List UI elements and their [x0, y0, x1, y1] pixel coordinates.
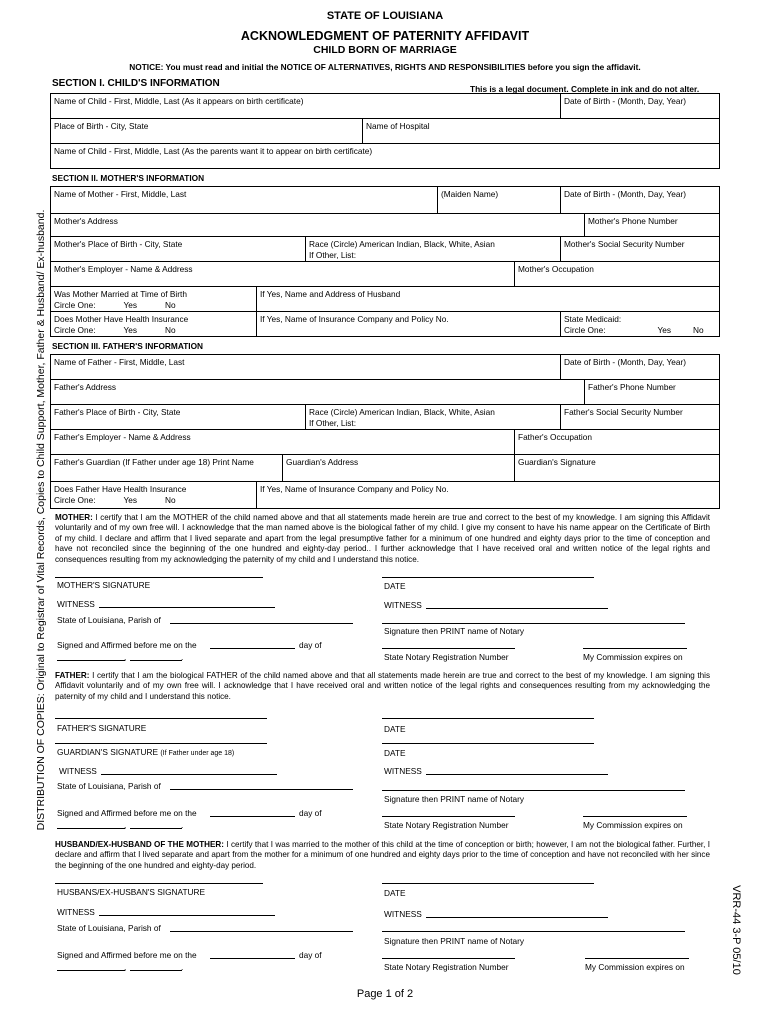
- father-signature-label: FATHER'S SIGNATURE: [57, 723, 147, 733]
- guardian-name-field[interactable]: [50, 454, 283, 482]
- father-race-label: Race (Circle) American Indian, Black, White, Asian: [309, 407, 495, 417]
- comma: ,: [124, 652, 127, 662]
- father-address-label: Father's Address: [54, 382, 116, 392]
- father-statement-lead: FATHER:: [55, 671, 90, 680]
- mother-insurance-field[interactable]: [50, 311, 257, 337]
- form-title: ACKNOWLEDGMENT OF PATERNITY AFFIDAVIT: [240, 29, 530, 43]
- father-signature-line[interactable]: [55, 718, 267, 719]
- father-statement: [55, 671, 710, 702]
- father-statement-text: I certify that I am the biological FATHER of the child named above and that all statements made herein are true and correct to the best of my knowledge. I am signing this Affidavit voluntarily and of my own free will. I acknowledge that I have received oral and written notice of the legal rights and consequences resulting from my acknowledging the paternity of my child and I understand this notice.: [55, 671, 710, 701]
- no-option[interactable]: No: [165, 495, 176, 505]
- husband-notary-line[interactable]: [382, 931, 685, 932]
- child-dob-label: Date of Birth - (Month, Day, Year): [564, 96, 687, 106]
- comma: ,: [124, 962, 127, 972]
- mother-place-of-birth-field[interactable]: [50, 236, 306, 262]
- section2-title: SECTION II. MOTHER'S INFORMATION: [52, 173, 205, 183]
- father-witness-label: WITNESS: [59, 766, 97, 776]
- husband-date-line[interactable]: [382, 883, 594, 884]
- section1-title: SECTION I. CHILD'S INFORMATION: [52, 78, 220, 89]
- mother-name-field[interactable]: [50, 186, 438, 214]
- mother-signature-label: MOTHER'S SIGNATURE: [57, 580, 151, 590]
- mother-parish-label: State of Louisiana, Parish of: [57, 615, 161, 625]
- father-commission-line[interactable]: [583, 816, 687, 817]
- father-occupation-label: Father's Occupation: [518, 432, 592, 442]
- mother-notary-reg-label: State Notary Registration Number: [384, 652, 509, 662]
- mother-insurance-company-field[interactable]: [256, 311, 561, 337]
- husband-witness2-line[interactable]: [426, 917, 608, 918]
- husband-day-of-label: day of: [299, 950, 322, 960]
- mother-occupation-label: Mother's Occupation: [518, 264, 594, 274]
- guardian-signature-field[interactable]: [514, 454, 720, 482]
- child-place-of-birth-label: Place of Birth - City, State: [54, 121, 149, 131]
- mother-month-line[interactable]: [57, 660, 125, 661]
- circle-one-label: Circle One:: [54, 495, 96, 505]
- husband-month-line[interactable]: [57, 970, 125, 971]
- father-phone-label: Father's Phone Number: [588, 382, 676, 392]
- mother-statement-lead: MOTHER:: [55, 513, 93, 522]
- mother-witness-line[interactable]: [99, 607, 275, 608]
- father-parish-line[interactable]: [170, 789, 353, 790]
- father-witness2-label: WITNESS: [384, 766, 422, 776]
- hospital-field[interactable]: [362, 118, 720, 144]
- mother-name-label: Name of Mother - First, Middle, Last: [54, 189, 187, 199]
- circle-one-label: Circle One:: [54, 325, 96, 335]
- father-witness2-line[interactable]: [426, 774, 608, 775]
- mother-signature-line[interactable]: [55, 577, 263, 578]
- period: .: [181, 820, 184, 830]
- father-ssn-field[interactable]: [560, 404, 720, 430]
- mother-year-line[interactable]: [130, 660, 182, 661]
- hospital-label: Name of Hospital: [366, 121, 430, 131]
- mother-dob-field[interactable]: [560, 186, 720, 214]
- father-witness-line[interactable]: [101, 774, 277, 775]
- mother-married-field[interactable]: [50, 286, 257, 312]
- father-employer-field[interactable]: [50, 429, 515, 455]
- father-insurance-field[interactable]: [50, 481, 257, 509]
- guardian-date-label: DATE: [384, 748, 406, 758]
- mother-employer-label: Mother's Employer - Name & Address: [54, 264, 193, 274]
- father-race-other-label: If Other, List:: [309, 418, 357, 428]
- guardian-signature-line[interactable]: [55, 743, 267, 744]
- husband-parish-label: State of Louisiana, Parish of: [57, 923, 161, 933]
- father-dob-label: Date of Birth - (Month, Day, Year): [564, 357, 687, 367]
- father-notary-line[interactable]: [382, 790, 685, 791]
- guardian-address-label: Guardian's Address: [286, 457, 359, 467]
- father-name-label: Name of Father - First, Middle, Last: [54, 357, 185, 367]
- father-year-line[interactable]: [130, 828, 182, 829]
- father-insurance-label: Does Father Have Health Insurance: [54, 484, 187, 494]
- husband-year-line[interactable]: [130, 970, 182, 971]
- husband-commission-line[interactable]: [585, 958, 689, 959]
- husband-statement-lead: HUSBAND/EX-HUSBAND OF THE MOTHER:: [55, 840, 224, 849]
- husband-signature-line[interactable]: [55, 883, 263, 884]
- husband-date-label: DATE: [384, 888, 406, 898]
- mother-ssn-field[interactable]: [560, 236, 720, 262]
- husband-address-field[interactable]: [256, 286, 720, 312]
- father-date-line[interactable]: [382, 718, 594, 719]
- mother-race-field[interactable]: [305, 236, 561, 262]
- yes-option[interactable]: Yes: [123, 325, 138, 335]
- father-parish-label: State of Louisiana, Parish of: [57, 781, 161, 791]
- guardian-signature-sig-label: GUARDIAN'S SIGNATURE (If Father under age 18): [57, 747, 235, 757]
- circle-one-label: Circle One:: [564, 325, 606, 335]
- husband-statement: [55, 840, 710, 871]
- mother-statement: [55, 513, 710, 565]
- state-heading: STATE OF LOUISIANA: [326, 10, 444, 22]
- mother-phone-field[interactable]: [584, 213, 720, 237]
- mother-insurance-company-label: If Yes, Name of Insurance Company and Policy No.: [260, 314, 449, 324]
- guardian-address-field[interactable]: [282, 454, 515, 482]
- mother-sworn-day-line[interactable]: [210, 648, 295, 649]
- father-phone-field[interactable]: [584, 379, 720, 405]
- mother-day-of-label: day of: [299, 640, 322, 650]
- section3-title: SECTION III. FATHER'S INFORMATION: [52, 341, 204, 351]
- husband-commission-label: My Commission expires on: [585, 962, 685, 972]
- father-occupation-field[interactable]: [514, 429, 720, 455]
- father-employer-label: Father's Employer - Name & Address: [54, 432, 191, 442]
- child-place-of-birth-field[interactable]: [50, 118, 363, 144]
- mother-date-line[interactable]: [382, 577, 594, 578]
- mother-ssn-label: Mother's Social Security Number: [564, 239, 685, 249]
- mother-maiden-field[interactable]: [437, 186, 561, 214]
- mother-parish-line[interactable]: [170, 623, 353, 624]
- mother-dob-label: Date of Birth - (Month, Day, Year): [564, 189, 687, 199]
- guardian-signature-label: Guardian's Signature: [518, 457, 596, 467]
- mother-witness2-line[interactable]: [426, 608, 608, 609]
- guardian-date-line[interactable]: [382, 743, 594, 744]
- husband-address-label: If Yes, Name and Address of Husband: [260, 289, 401, 299]
- comma: ,: [124, 820, 127, 830]
- father-commission-label: My Commission expires on: [583, 820, 683, 830]
- mother-employer-field[interactable]: [50, 261, 515, 287]
- husband-parish-line[interactable]: [170, 931, 353, 932]
- mother-occupation-field[interactable]: [514, 261, 720, 287]
- mother-commission-label: My Commission expires on: [583, 652, 683, 662]
- period: .: [181, 962, 184, 972]
- legal-note: This is a legal document. Complete in ink and do not alter.: [470, 84, 700, 94]
- father-address-field[interactable]: [50, 379, 585, 405]
- medicaid-label: State Medicaid:: [564, 314, 622, 324]
- father-notary-reg-label: State Notary Registration Number: [384, 820, 509, 830]
- page-number: Page 1 of 2: [356, 988, 414, 1000]
- child-name-label: Name of Child - First, Middle, Last (As it appears on birth certificate): [54, 96, 304, 106]
- mother-race-other-label: If Other, List:: [309, 250, 357, 260]
- father-dob-field[interactable]: [560, 354, 720, 380]
- father-month-line[interactable]: [57, 828, 125, 829]
- period: .: [181, 652, 184, 662]
- notice-text: NOTICE: You must read and initial the NOTICE OF ALTERNATIVES, RIGHTS AND RESPONSIBILITIES before you sign the affidavit.: [129, 62, 641, 72]
- yes-option[interactable]: Yes: [657, 325, 672, 335]
- yes-option[interactable]: Yes: [123, 495, 138, 505]
- no-option[interactable]: No: [693, 325, 704, 335]
- child-name-parents-label: Name of Child - First, Middle, Last (As the parents want it to appear on birth certificate): [54, 146, 373, 156]
- father-ssn-label: Father's Social Security Number: [564, 407, 683, 417]
- child-name-parents-field[interactable]: [50, 143, 720, 169]
- father-day-of-label: day of: [299, 808, 322, 818]
- mother-notary-line[interactable]: [382, 623, 685, 624]
- husband-notary-reg-line[interactable]: [382, 958, 515, 959]
- husband-sworn-label: Signed and Affirmed before me on the: [57, 950, 197, 960]
- mother-notary-reg-line[interactable]: [382, 648, 515, 649]
- medicaid-field[interactable]: [560, 311, 720, 337]
- child-name-field[interactable]: [50, 93, 561, 119]
- father-sworn-label: Signed and Affirmed before me on the: [57, 808, 197, 818]
- father-insurance-company-field[interactable]: [256, 481, 720, 509]
- husband-statement-text: I certify that I was married to the mother of this child at the time of conception or birth; however, I am not the biological father. Further, I declare and affirm that I lived separate and apart from the mother for a minimum of one hundred and eighty days prior to the time of conception and have not reconciled with her since the beginning of the one hundred and eighty-day period.: [55, 840, 710, 870]
- mother-notary-print-label: Signature then PRINT name of Notary: [384, 626, 525, 636]
- father-place-of-birth-label: Father's Place of Birth - City, State: [54, 407, 181, 417]
- no-option[interactable]: No: [165, 325, 176, 335]
- husband-notary-print-label: Signature then PRINT name of Notary: [384, 936, 525, 946]
- father-race-field[interactable]: [305, 404, 561, 430]
- father-notary-print-label: Signature then PRINT name of Notary: [384, 794, 525, 804]
- father-sworn-day-line[interactable]: [210, 816, 295, 817]
- husband-signature-label: HUSBANS/EX-HUSBAN'S SIGNATURE: [57, 887, 206, 897]
- circle-one-label: Circle One:: [54, 300, 96, 310]
- form-subtitle: CHILD BORN OF MARRIAGE: [313, 44, 457, 56]
- father-place-of-birth-field[interactable]: [50, 404, 306, 430]
- mother-maiden-label: (Maiden Name): [441, 189, 499, 199]
- mother-place-of-birth-label: Mother's Place of Birth - City, State: [54, 239, 183, 249]
- mother-sworn-label: Signed and Affirmed before me on the: [57, 640, 197, 650]
- mother-commission-line[interactable]: [583, 648, 687, 649]
- mother-phone-label: Mother's Phone Number: [588, 216, 678, 226]
- yes-option[interactable]: Yes: [123, 300, 138, 310]
- mother-address-label: Mother's Address: [54, 216, 118, 226]
- guardian-name-label: Father's Guardian (If Father under age 18) Print Name: [54, 457, 254, 467]
- mother-insurance-label: Does Mother Have Health Insurance: [54, 314, 189, 324]
- husband-sworn-day-line[interactable]: [210, 958, 295, 959]
- husband-notary-reg-label: State Notary Registration Number: [384, 962, 509, 972]
- husband-witness-label: WITNESS: [57, 907, 95, 917]
- father-notary-reg-line[interactable]: [382, 816, 515, 817]
- father-name-field[interactable]: [50, 354, 561, 380]
- mother-date-label: DATE: [384, 581, 406, 591]
- father-date-label: DATE: [384, 724, 406, 734]
- mother-married-label: Was Mother Married at Time of Birth: [54, 289, 187, 299]
- child-dob-field[interactable]: [560, 93, 720, 119]
- mother-witness-label: WITNESS: [57, 599, 95, 609]
- no-option[interactable]: No: [165, 300, 176, 310]
- mother-witness2-label: WITNESS: [384, 600, 422, 610]
- husband-witness-line[interactable]: [99, 915, 275, 916]
- mother-race-label: Race (Circle) American Indian, Black, White, Asian: [309, 239, 495, 249]
- mother-address-field[interactable]: [50, 213, 585, 237]
- father-insurance-company-label: If Yes, Name of Insurance Company and Policy No.: [260, 484, 449, 494]
- husband-witness2-label: WITNESS: [384, 909, 422, 919]
- mother-statement-text: I certify that I am the MOTHER of the child named above and that all statements made herein are true and correct to the best of my knowledge. I am signing this Affidavit voluntarily and of my own free will. I acknowledge that the man named above is the biological father of my child. I give my consent to have his name appear on the Certificate of Birth of my child. I declare and affirm that I lived separate and apart from the legal presumptive father for a minimum of one hundred and eighty days prior to the time of conception and have not reconciled since the beginning of the one hundred and eighty-day period.. I further acknowledge that I have received oral and written notice of the legal rights and consequences resulting from my acknowledging the paternity of my child and I understand this notice.: [55, 513, 710, 564]
